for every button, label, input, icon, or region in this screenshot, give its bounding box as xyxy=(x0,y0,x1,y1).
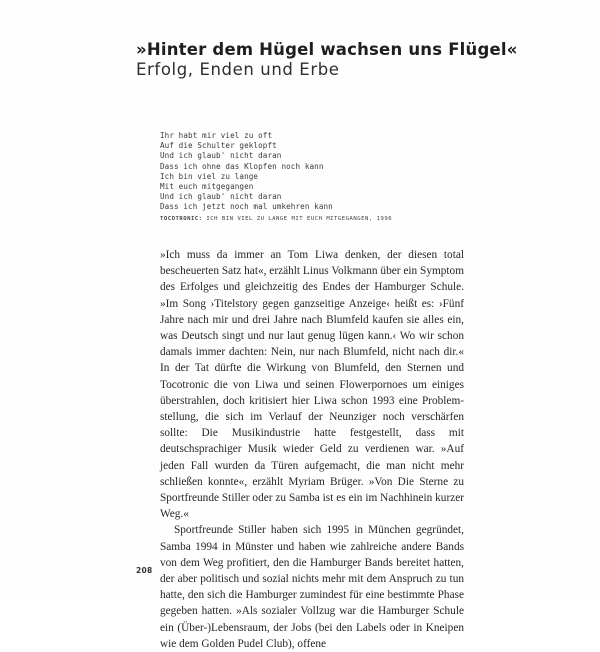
epigraph xyxy=(160,131,392,224)
body-paragraph: Sportfreunde Stiller haben sich 1995 in München gegründet, Samba 1994 in Münster und haben wie zahlreiche andere Bands von dem Weg profitiert, den die Hamburger Bands bereitet hatten, der aber politisch und sozial nichts mehr mit dem Anspruch zu tun hatte, den sich die Hamburger zumindest für eine bestimmte Phase gegeben hatten. »Als sozialer Vollzug war die Hamburger Schule ein (Über-)Lebensraum, der Jobs (bei den Labels oder in Kneipen wie dem Golden Pudel Club), offene xyxy=(160,524,464,650)
epigraph-line: Ich bin viel zu lange xyxy=(160,171,259,181)
epigraph-source-band: TOCOTRONIC: xyxy=(160,215,203,222)
epigraph-source xyxy=(160,214,392,224)
chapter-title: »Hinter dem Hügel wachsen uns Flügel« xyxy=(136,40,518,59)
epigraph-line: Und ich glaub' nicht daran xyxy=(160,192,282,202)
epigraph-line: Dass ich jetzt noch mal umkehren kann xyxy=(160,202,333,212)
chapter-heading xyxy=(136,40,518,80)
epigraph-line: Mit euch mitgegangen xyxy=(160,182,254,192)
page-number: 208 xyxy=(136,566,153,575)
chapter-subtitle: Erfolg, Enden und Erbe xyxy=(136,60,340,79)
epigraph-line: Ihr habt mir viel zu oft xyxy=(160,131,273,140)
body-text xyxy=(160,247,464,652)
epigraph-line: Auf die Schulter geklopft xyxy=(160,141,277,151)
epigraph-line: Dass ich ohne das Klopfen noch kann xyxy=(160,161,324,171)
epigraph-line: Und ich glaub' nicht daran xyxy=(160,151,282,161)
body-paragraph: »Ich muss da immer an Tom Liwa denken, der diesen total bescheuerten Satz hat«, erzählt Linus Volkmann über ein Symptom des Erfolges und gleichzeitig des Endes der Hamburger Schule. »Im Song ›Titelstory gegen ganzseitige Anzeige‹ heißt es: ›Fünf Jahre nach mir und drei Jahre nach Blumfeld kaufen sie alles ein, was Deutsch singt und nur laut genug lügen kann.‹ Wo wir schon damals immer dachten: Nein, nur nach Blumfeld, nicht nach dir.« In der Tat dürfte die Wirkung von Blumfeld, den Sternen und Tocotronic die von Liwa und seinen Flowerpornoes um einiges überstrahlen, doch kritisiert hier Liwa schon 1993 eine Problemstellung, die sich im Verlauf der Neunziger noch verschärfen sollte: Die Musikindustrie hatte festgestellt, dass mit deutschsprachiger Musik wieder Geld zu verdienen war. »Auf jeden Fall wurden da Türen aufgemacht, die man nicht mehr schließen konnte«, erzählt Myriam Brüger. »Von Die Sterne zu Sportfreunde Stiller oder zu Samba ist es ein im Nachhinein kurzer Weg.« xyxy=(160,249,464,521)
epigraph-source-title: ICH BIN VIEL ZU LANGE MIT EUCH MITGEGANGEN, 1996 xyxy=(202,215,393,222)
